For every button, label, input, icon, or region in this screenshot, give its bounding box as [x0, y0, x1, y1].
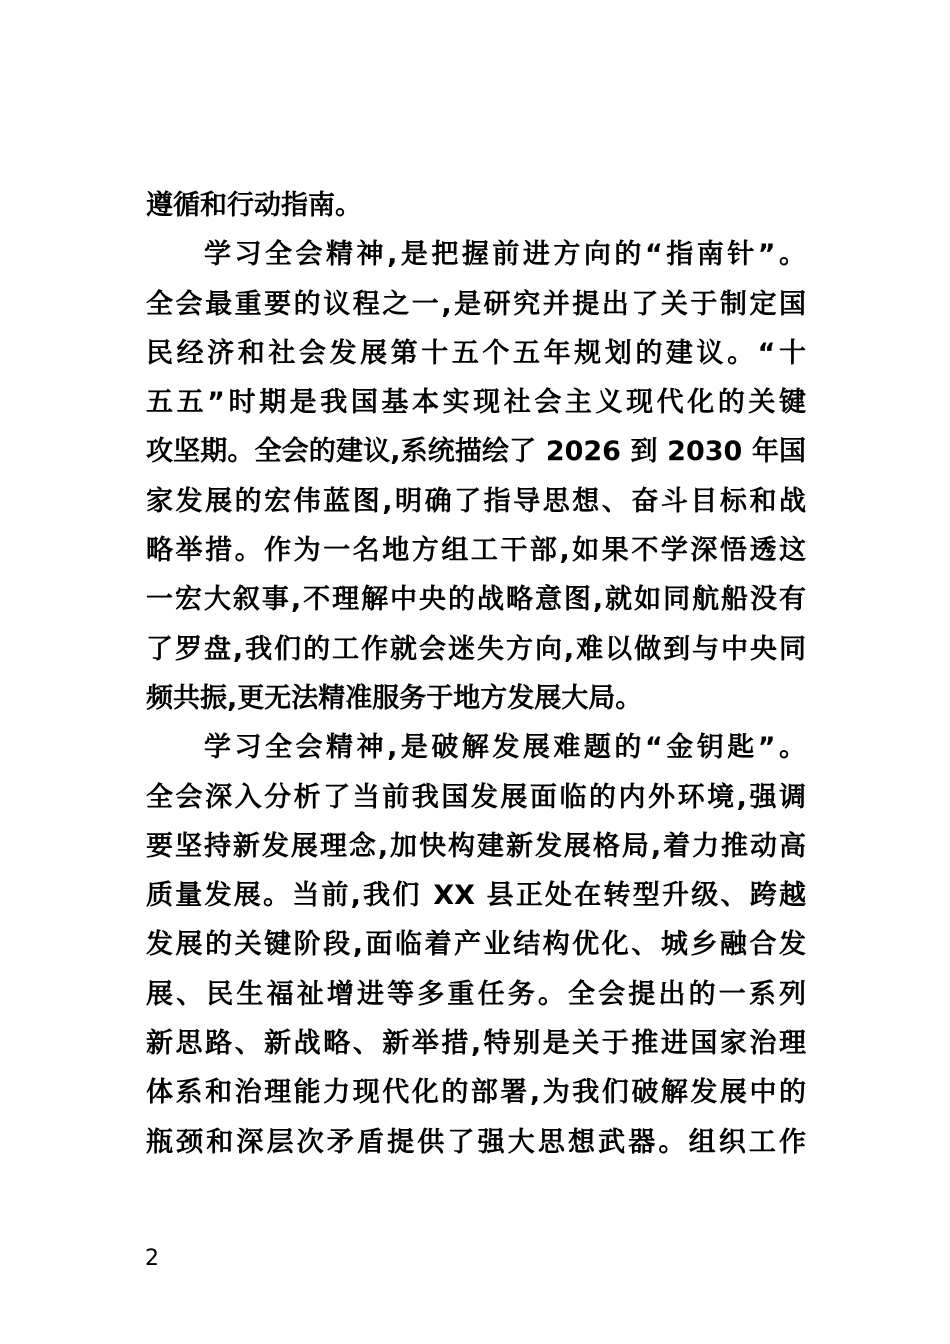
paragraph-start-line: 学习全会精神,是破解发展难题的“金钥匙”。: [204, 732, 806, 764]
body-text: [146, 181, 806, 1167]
text-line: 了罗盘,我们的工作就会迷失方向,难以做到与中央同: [146, 633, 806, 665]
text-line: 发展的关键阶段,面临着产业结构优化、城乡融合发: [146, 929, 806, 961]
text-line: 一宏大叙事,不理解中央的战略意图,就如同航船没有: [146, 584, 806, 616]
text-line: 瓶颈和深层次矛盾提供了强大思想武器。组织工作: [146, 1126, 806, 1158]
text-line: 全会最重要的议程之一,是研究并提出了关于制定国: [146, 288, 806, 320]
text-line: 展、民生福祉增进等多重任务。全会提出的一系列: [146, 978, 806, 1010]
text-line: 家发展的宏伟蓝图,明确了指导思想、奋斗目标和战: [146, 485, 806, 517]
text-line: 体系和治理能力现代化的部署,为我们破解发展中的: [146, 1077, 806, 1109]
text-line: 攻坚期。全会的建议,系统描绘了 2026 到 2030 年国: [146, 436, 806, 468]
text-line: 新思路、新战略、新举措,特别是关于推进国家治理: [146, 1028, 806, 1060]
text-line: 略举措。作为一名地方组工干部,如果不学深悟透这: [146, 535, 806, 567]
text-line: 频共振,更无法精准服务于地方发展大局。: [146, 682, 643, 714]
text-line: 要坚持新发展理念,加快构建新发展格局,着力推动高: [146, 830, 806, 862]
text-line: 五五”时期是我国基本实现社会主义现代化的关键: [146, 387, 806, 419]
text-line: 遵循和行动指南。: [146, 190, 362, 221]
text-line: 全会深入分析了当前我国发展面临的内外环境,强调: [146, 781, 806, 813]
paragraph-start-line: 学习全会精神,是把握前进方向的“指南针”。: [204, 239, 806, 271]
text-line: 质量发展。当前,我们 XX 县正处在转型升级、跨越: [146, 880, 806, 912]
page-number: 2: [145, 1246, 159, 1271]
text-line: 民经济和社会发展第十五个五年规划的建议。“十: [146, 337, 806, 369]
